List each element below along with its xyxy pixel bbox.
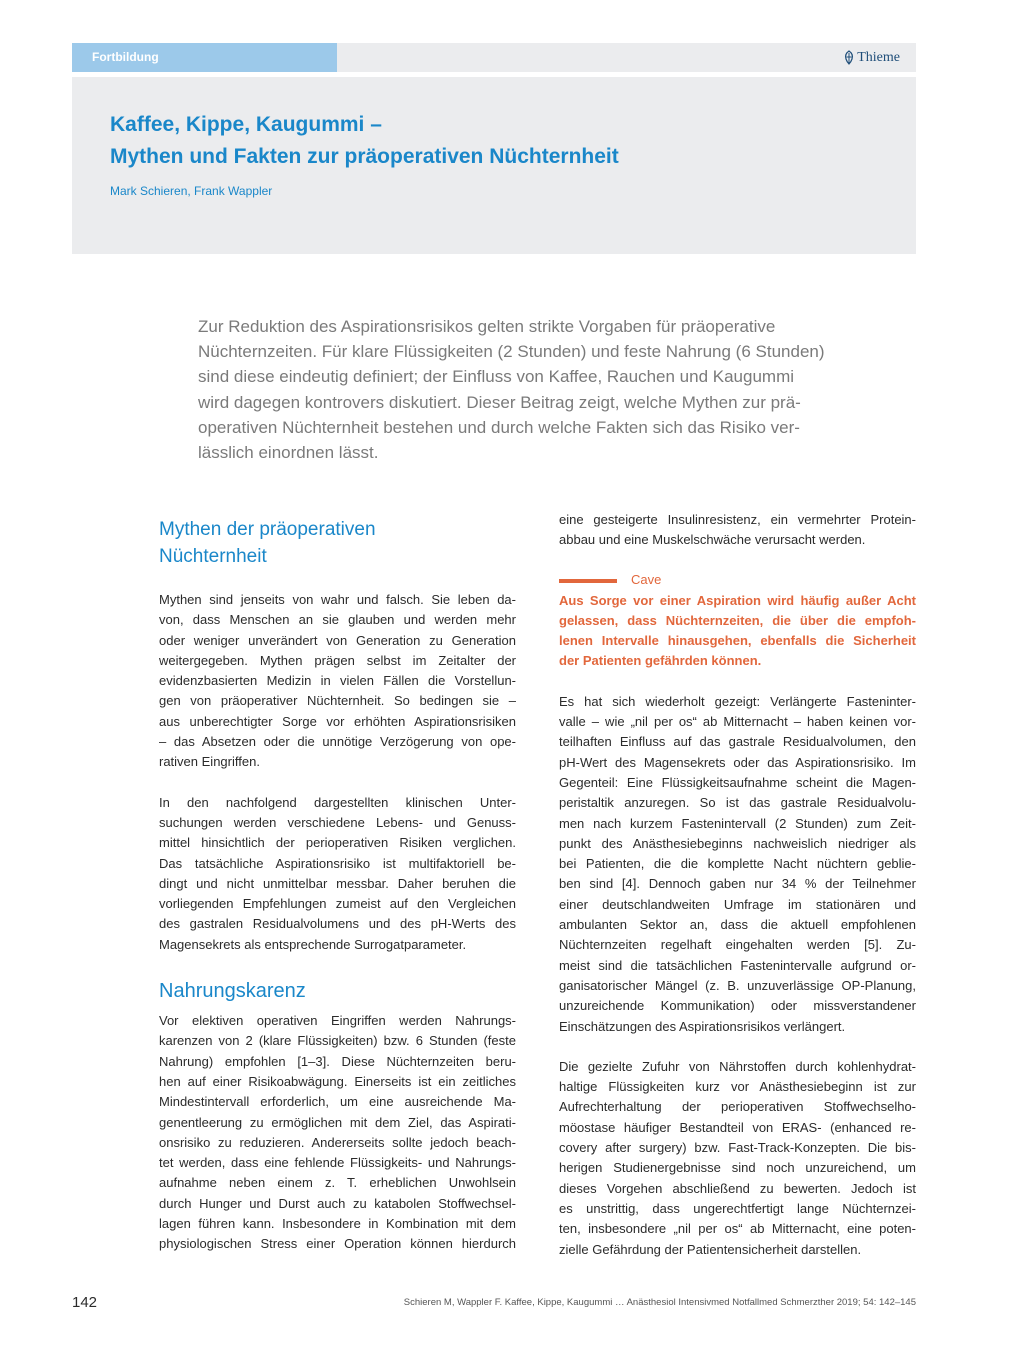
- title-line: Mythen und Fakten zur präoperativen Nüchternheit: [110, 145, 619, 168]
- text-line: dieses Vorgehen abschließend zu bewerten. Jedoch ist: [559, 1180, 916, 1196]
- text-line: herigen Studienergebnisse sind noch unzureichend, um: [559, 1160, 916, 1176]
- text-line: suchungen werden verschiedene Lebens- und Genuss-: [159, 814, 516, 830]
- text-line: ten, insbesondere „nil per os“ ab Mitternacht, eine poten-: [559, 1221, 916, 1237]
- text-line: Mythen sind jenseits von wahr und falsch. Sie leben da-: [159, 592, 516, 607]
- text-line: Vor elektiven operativen Eingriffen werden Nahrungs-: [159, 1013, 516, 1029]
- cave-header: [559, 571, 916, 591]
- cave-line: der Patienten gefährden können.: [559, 653, 762, 669]
- lead-line: sind diese eindeutig definiert; der Einfluss von Kaffee, Rauchen und Kaugummi: [198, 367, 795, 387]
- paragraph: [159, 1011, 516, 1255]
- paragraph: [559, 692, 916, 1037]
- text-line: zielle Gefährdung der Patientensicherheit darstellen.: [559, 1241, 862, 1257]
- text-line: des gastralen Residualvolumens und des pH-Werts des: [159, 916, 516, 932]
- text-line: oder weniger unverändert von Generation zu Generation: [159, 632, 516, 648]
- section-heading-myths: [159, 516, 516, 570]
- text-line: peristaltik anzuregen. So ist das gastrale Residualvolu-: [559, 795, 916, 811]
- title-line: Kaffee, Kippe, Kaugummi –: [110, 113, 382, 136]
- text-line: aufnahme neben einem z. T. erheblichen Unwohlsein: [159, 1175, 516, 1191]
- text-line: vorliegenden Empfehlungen zumeist auf den Vergleichen: [159, 896, 516, 912]
- text-line: es unstrittig, dass ungerechtfertigt lange Nüchternzei-: [559, 1200, 916, 1216]
- lead-line: lässlich einordnen lässt.: [198, 443, 379, 463]
- text-line: – das Absetzen oder die unnötige Verzögerung von ope-: [159, 734, 516, 750]
- text-line: weitergegeben. Mythen prägen selbst im Zeitalter der: [159, 652, 516, 668]
- lead-line: Zur Reduktion des Aspirationsrisikos gelten strikte Vorgaben für präoperative: [198, 317, 776, 336]
- lead-line: wird dagegen kontrovers diskutiert. Dieser Beitrag zeigt, welche Mythen zur prä-: [198, 392, 801, 412]
- text-line: Einschätzungen des Aspirationsrisikos verlängert.: [559, 1018, 846, 1034]
- text-line: abbau und eine Muskelschwäche verursacht werden.: [559, 532, 866, 548]
- page-number: 142: [72, 1294, 98, 1311]
- paragraph: [559, 510, 916, 551]
- lead-paragraph: [198, 314, 870, 465]
- cave-accent-bar: [559, 579, 617, 583]
- text-line: pH-Wert des Magensekrets oder das Aspirationsrisiko. Im: [559, 754, 916, 770]
- thieme-seal-icon: [843, 50, 855, 65]
- text-line: men nach kurzem Fastenintervall (2 Stunden) zum Zeit-: [559, 815, 916, 831]
- text-line: valle – wie „nil per os“ ab Mitternacht – haben keinen vor-: [559, 714, 916, 730]
- cave-line: Aus Sorge vor einer Aspiration wird häufig außer Acht: [559, 592, 916, 608]
- cave-label: Cave: [631, 572, 662, 588]
- top-bar: [72, 43, 916, 72]
- text-line: haltige Flüssigkeiten kurz vor Anästhesiebeginn ist zur: [559, 1079, 916, 1095]
- text-line: Magensekrets als entsprechende Surrogatparameter.: [159, 936, 467, 952]
- text-line: hen auf einer Risikoabwägung. Einerseits ist ein zeitliches: [159, 1073, 516, 1089]
- article-authors: Mark Schieren, Frank Wappler: [110, 184, 273, 198]
- text-line: bei Patienten, die die komplette Nacht nüchtern geblie-: [559, 856, 916, 872]
- text-line: onsrisiko zu reduzieren. Andererseits sollte jedoch beach-: [159, 1134, 516, 1150]
- citation-footer: Schieren M, Wappler F. Kaffee, Kippe, Kaugummi … Anästhesiol Intensivmed Notfallmed Schmerzther 2019; 54: 142–145: [403, 1297, 916, 1308]
- text-line: Das tatsächliche Aspirationsrisiko ist multifaktoriell be-: [159, 855, 516, 871]
- text-line: ganisatorischer Mängel (z. B. unzuverlässige OP-Planung,: [559, 977, 916, 993]
- text-line: tet werden, dass eine fehlende Flüssigkeits- und Nahrungs-: [159, 1155, 516, 1171]
- text-line: unzureichende Kommunikation) oder missverstandener: [559, 998, 916, 1014]
- text-line: Es hat sich wiederholt gezeigt: Verlängerte Fasteninter-: [559, 693, 916, 709]
- right-column: [559, 510, 916, 1260]
- text-line: mittel hinsichtlich der perioperativen Risiken verglichen.: [159, 835, 516, 851]
- text-line: gen von präoperativer Nüchternheit. So bedingen sie –: [159, 693, 516, 709]
- cave-line: gelassen, dass Nüchternzeiten, die über die empfoh-: [559, 612, 916, 628]
- section-label: Fortbildung: [72, 43, 337, 72]
- text-line: Nüchternzeiten regelhaft eingehalten werden [5]. Zu-: [559, 937, 916, 953]
- lead-line: operativen Nüchternheit bestehen und durch welche Fakten sich das Risiko ver-: [198, 417, 800, 437]
- text-line: einer deutschlandweiten Umfrage im stationären und: [559, 896, 916, 912]
- text-line: durch Hunger und Durst auch zu katabolen Stoffwechsel-: [159, 1195, 516, 1211]
- text-line: karenzen von 2 (klare Flüssigkeiten) bzw. 6 Stunden (feste: [159, 1033, 516, 1049]
- publisher-name: Thieme: [857, 50, 900, 65]
- text-line: aus unberechtigter Sorge vor erhöhten Aspirationsrisiken: [159, 713, 516, 729]
- paragraph: [559, 1057, 916, 1260]
- text-line: covery after surgery) bzw. Fast-Track-Konzepten. Die bis-: [559, 1140, 916, 1156]
- text-line: Die gezielte Zufuhr von Nährstoffen durch kohlenhydrat-: [559, 1058, 916, 1074]
- text-line: dingt und nicht unmittelbar messbar. Daher beruhen die: [159, 875, 516, 891]
- cave-line: lenen Intervalle hinausgehen, ebenfalls die Sicherheit: [559, 633, 916, 649]
- text-line: Nahrung) empfohlen [1–3]. Diese Nüchternzeiten beru-: [159, 1053, 516, 1069]
- text-line: von, dass Menschen an sie glauben und werden mehr: [159, 612, 516, 628]
- publisher-brand: [843, 43, 900, 72]
- text-line: Gegenteil: Eine Flüssigkeitsaufnahme scheint die Magen-: [559, 774, 916, 790]
- heading-line: Mythen der präoperativen: [159, 519, 376, 540]
- text-line: evidenzbasierten Medizin in vielen Fällen die Vorstellun-: [159, 673, 516, 689]
- text-line: teilhaften Einfluss auf das gastrale Residualvolumen, den: [559, 734, 916, 750]
- text-line: lagen führen kann. Insbesondere in Kombination mit dem: [159, 1216, 516, 1232]
- text-line: ben sind [4]. Dennoch gaben nur 34 % der Teilnehmer: [559, 876, 916, 892]
- text-line: punkt des Anästhesiebeginns nachweislich niedriger als: [559, 835, 916, 851]
- lead-line: Nüchternzeiten. Für klare Flüssigkeiten (2 Stunden) und feste Nahrung (6 Stunden): [198, 342, 825, 362]
- text-line: ambulanten Sektor an, dass die aktuell empfohlenen: [559, 917, 916, 933]
- left-column: [159, 516, 516, 1255]
- text-line: rativen Eingriffen.: [159, 754, 260, 770]
- text-line: eine gesteigerte Insulinresistenz, ein vermehrter Protein-: [559, 512, 916, 527]
- section-heading-fasting: Nahrungskarenz: [159, 980, 306, 1003]
- text-line: Mindestintervall erforderlich, um eine ausreichende Ma-: [159, 1094, 516, 1110]
- paragraph: [159, 793, 516, 955]
- text-line: genentleerung zu ermöglichen mit dem Ziel, das Aspirati-: [159, 1114, 516, 1130]
- text-line: In den nachfolgend dargestellten klinischen Unter-: [159, 794, 516, 810]
- text-line: meist sind die tatsächlichen Fastenintervalle aufgrund or-: [559, 957, 916, 973]
- heading-line: Nüchternheit: [159, 546, 267, 567]
- article-header: [72, 77, 916, 254]
- text-line: physiologischen Stress einer Operation können hierdurch: [159, 1236, 516, 1252]
- text-line: Aufrechterhaltung der perioperativen Stoffwechselho-: [559, 1099, 916, 1115]
- cave-box: [559, 571, 916, 672]
- text-line: möostase häufiger Bestandteil von ERAS- (enhanced re-: [559, 1119, 916, 1135]
- paragraph: [159, 590, 516, 773]
- article-title: [110, 109, 870, 173]
